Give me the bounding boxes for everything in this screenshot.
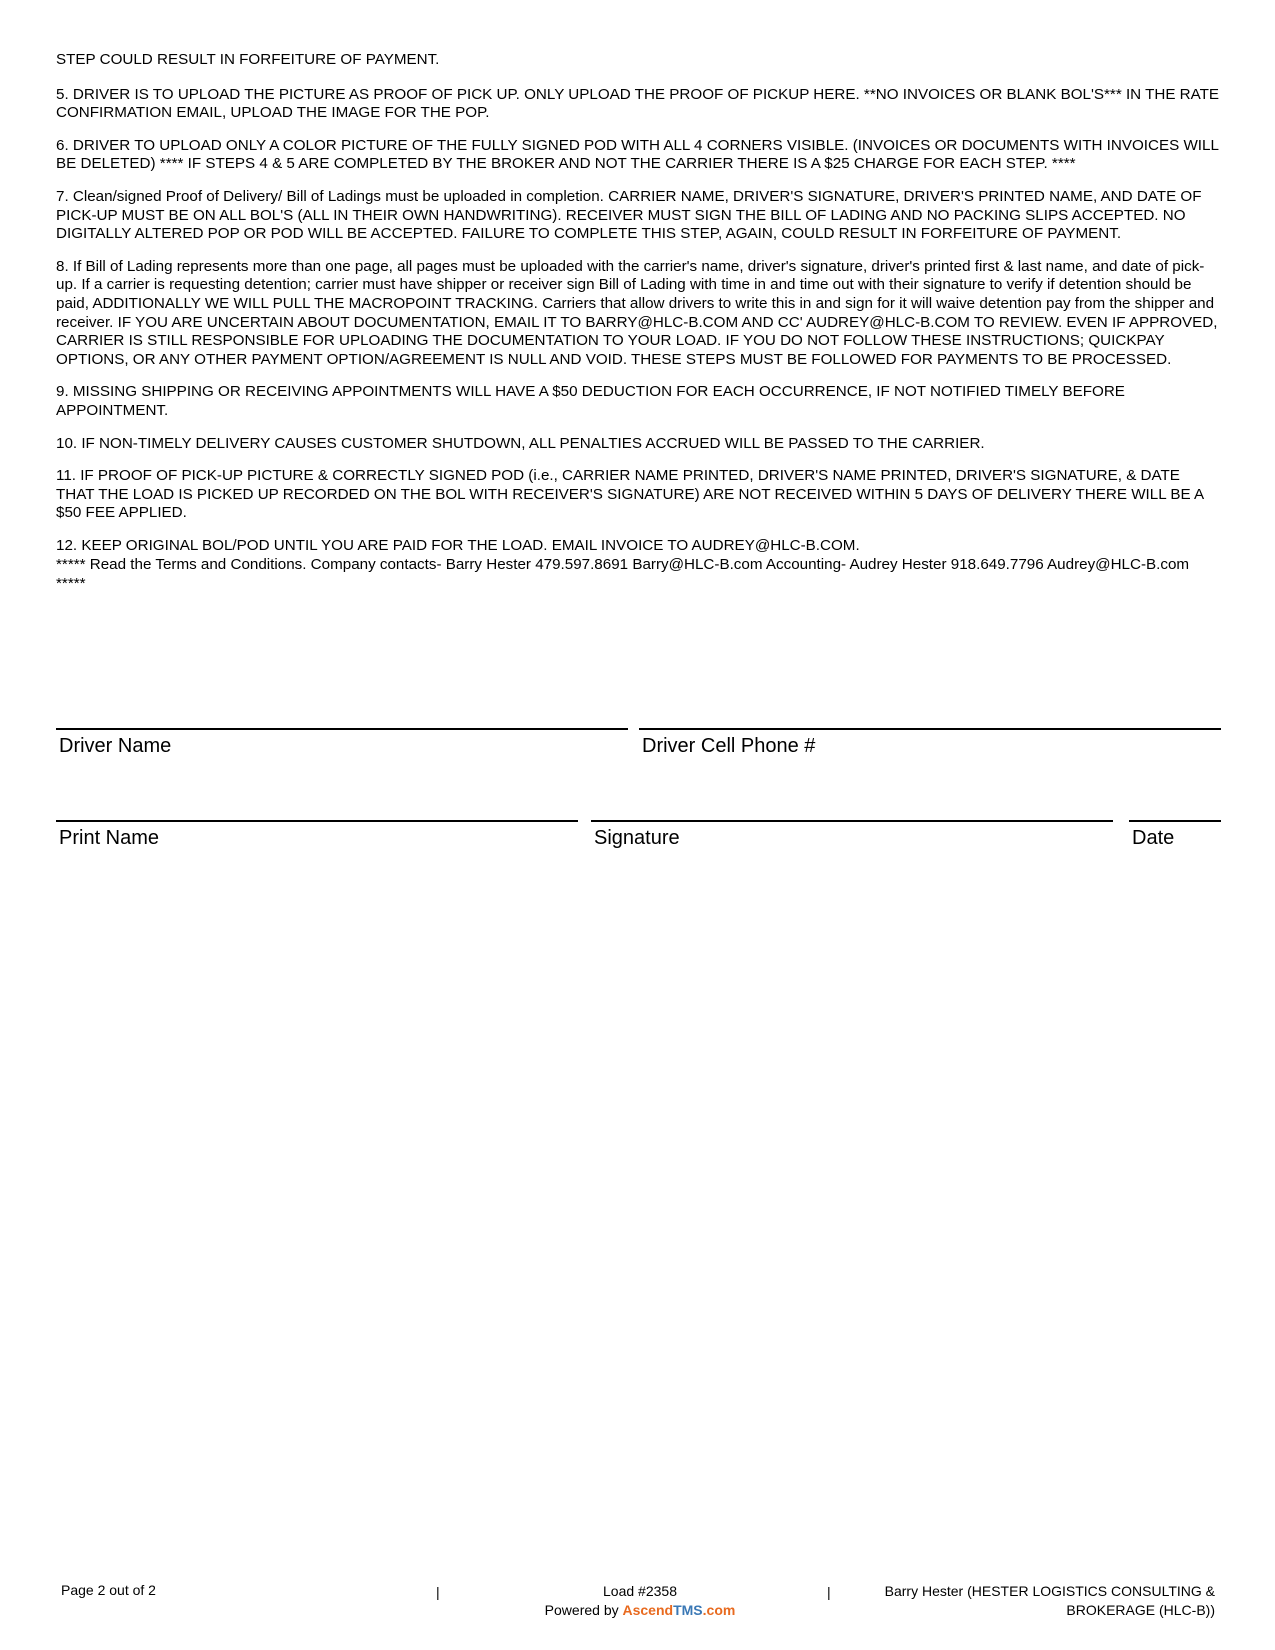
- powered-by-line: [520, 1601, 760, 1620]
- driver-name-label: Driver Name: [59, 735, 172, 757]
- footer-separator-left: |: [436, 1584, 440, 1600]
- brand-tms-text: TMS: [673, 1602, 703, 1618]
- signature-line: [591, 820, 1113, 822]
- driver-name-field[interactable]: [56, 728, 628, 758]
- brand-com-text: .com: [702, 1602, 736, 1618]
- page-number: Page 2 out of 2: [61, 1582, 156, 1598]
- signature-field[interactable]: [591, 820, 1113, 850]
- paragraph-step-12: 12. KEEP ORIGINAL BOL/POD UNTIL YOU ARE PAID FOR THE LOAD. EMAIL INVOICE TO AUDREY@HLC-B.COM.: [56, 536, 860, 554]
- print-name-label: Print Name: [59, 827, 160, 849]
- brand-ascend-text: Ascend: [622, 1602, 674, 1618]
- paragraph-step-8: 8. If Bill of Lading represents more than one page, all pages must be uploaded with the carrier's name, driver's signature, driver's printed first & last name, and date of pick-up. If a carrier is requesting detention; carrier must have shipper or receiver sign Bill of Lading with time in and time out with their signature to verify if detention should be paid, ADDITIONALLY WE WILL PULL THE MACROPOINT TRACKING. Carriers that allow drivers to write this in and sign for it will waive detention pay from the shipper and receiver. IF YOU ARE UNCERTAIN ABOUT DOCUMENTATION, EMAIL IT TO BARRY@HLC-B.COM AND CC' AUDREY@HLC-B.COM TO REVIEW. EVEN IF APPROVED, CARRIER IS STILL RESPONSIBLE FOR UPLOADING THE DOCUMENTATION TO YOUR LOAD. IF YOU DO NOT FOLLOW THESE INSTRUCTIONS; QUICKPAY OPTIONS, OR ANY OTHER PAYMENT OPTION/AGREEMENT IS NULL AND VOID. THESE STEPS MUST BE FOLLOWED FOR PAYMENTS TO BE PROCESSED.: [56, 257, 1218, 368]
- driver-cell-field[interactable]: [639, 728, 1221, 758]
- company-info: [855, 1582, 1215, 1620]
- date-field[interactable]: [1129, 820, 1221, 850]
- paragraph-step-7: 7. Clean/signed Proof of Delivery/ Bill of Ladings must be uploaded in completion. CARRIER NAME, DRIVER'S SIGNATURE, DRIVER'S PRINTED NAME, AND DATE OF PICK-UP MUST BE ON ALL BOL'S (ALL IN THEIR OWN HANDWRITING). RECEIVER MUST SIGN THE BILL OF LADING AND NO PACKING SLIPS ACCEPTED. NO DIGITALLY ALTERED POP OR POD WILL BE ACCEPTED. FAILURE TO COMPLETE THIS STEP, AGAIN, COULD RESULT IN FORFEITURE OF PAYMENT.: [56, 187, 1202, 243]
- date-line: [1129, 820, 1221, 822]
- company-line-2: BROKERAGE (HLC-B)): [1066, 1602, 1215, 1618]
- powered-by-label: Powered by: [544, 1602, 619, 1618]
- contacts-note: ***** Read the Terms and Conditions. Company contacts- Barry Hester 479.597.8691 Barry@HLC-B.com Accounting- Audrey Hester 918.649.7796 Audrey@HLC-B.com *****: [56, 556, 1190, 593]
- date-label: Date: [1132, 827, 1175, 849]
- ascendtms-logo[interactable]: [623, 1602, 736, 1618]
- driver-cell-label: Driver Cell Phone #: [642, 735, 816, 757]
- paragraph-step-9: 9. MISSING SHIPPING OR RECEIVING APPOINTMENTS WILL HAVE A $50 DEDUCTION FOR EACH OCCURRENCE, IF NOT NOTIFIED TIMELY BEFORE APPOINTMENT.: [56, 383, 1125, 419]
- paragraph-step-11: 11. IF PROOF OF PICK-UP PICTURE & CORRECTLY SIGNED POD (i.e., CARRIER NAME PRINTED, DRIVER'S NAME PRINTED, DRIVER'S SIGNATURE, & DATE THAT THE LOAD IS PICKED UP RECORDED ON THE BOL WITH RECEIVER'S SIGNATURE) ARE NOT RECEIVED WITHIN 5 DAYS OF DELIVERY THERE WILL BE A $50 FEE APPLIED.: [56, 467, 1204, 522]
- driver-cell-line: [639, 728, 1221, 730]
- paragraph-step-10: 10. IF NON-TIMELY DELIVERY CAUSES CUSTOMER SHUTDOWN, ALL PENALTIES ACCRUED WILL BE PASSED TO THE CARRIER.: [56, 434, 985, 452]
- terms-body: [56, 51, 1221, 608]
- load-info: [520, 1582, 760, 1620]
- print-name-field[interactable]: [56, 820, 578, 850]
- paragraph-step-5: 5. DRIVER IS TO UPLOAD THE PICTURE AS PROOF OF PICK UP. ONLY UPLOAD THE PROOF OF PICKUP HERE. **NO INVOICES OR BLANK BOL'S*** IN THE RATE CONFIRMATION EMAIL, UPLOAD THE IMAGE FOR THE POP.: [56, 85, 1220, 122]
- company-line-1: Barry Hester (HESTER LOGISTICS CONSULTING &: [884, 1583, 1215, 1599]
- driver-name-line: [56, 728, 628, 730]
- print-name-line: [56, 820, 578, 822]
- paragraph-step-4-continued: STEP COULD RESULT IN FORFEITURE OF PAYMENT.: [56, 51, 440, 68]
- load-number: Load #2358: [603, 1583, 677, 1599]
- footer-separator-right: |: [827, 1584, 831, 1600]
- paragraph-step-6: 6. DRIVER TO UPLOAD ONLY A COLOR PICTURE OF THE FULLY SIGNED POD WITH ALL 4 CORNERS VISIBLE. (INVOICES OR DOCUMENTS WITH INVOICES WILL BE DELETED) **** IF STEPS 4 & 5 ARE COMPLETED BY THE BROKER AND NOT THE CARRIER THERE IS A $25 CHARGE FOR EACH STEP. ****: [56, 136, 1219, 173]
- signature-label: Signature: [594, 827, 680, 849]
